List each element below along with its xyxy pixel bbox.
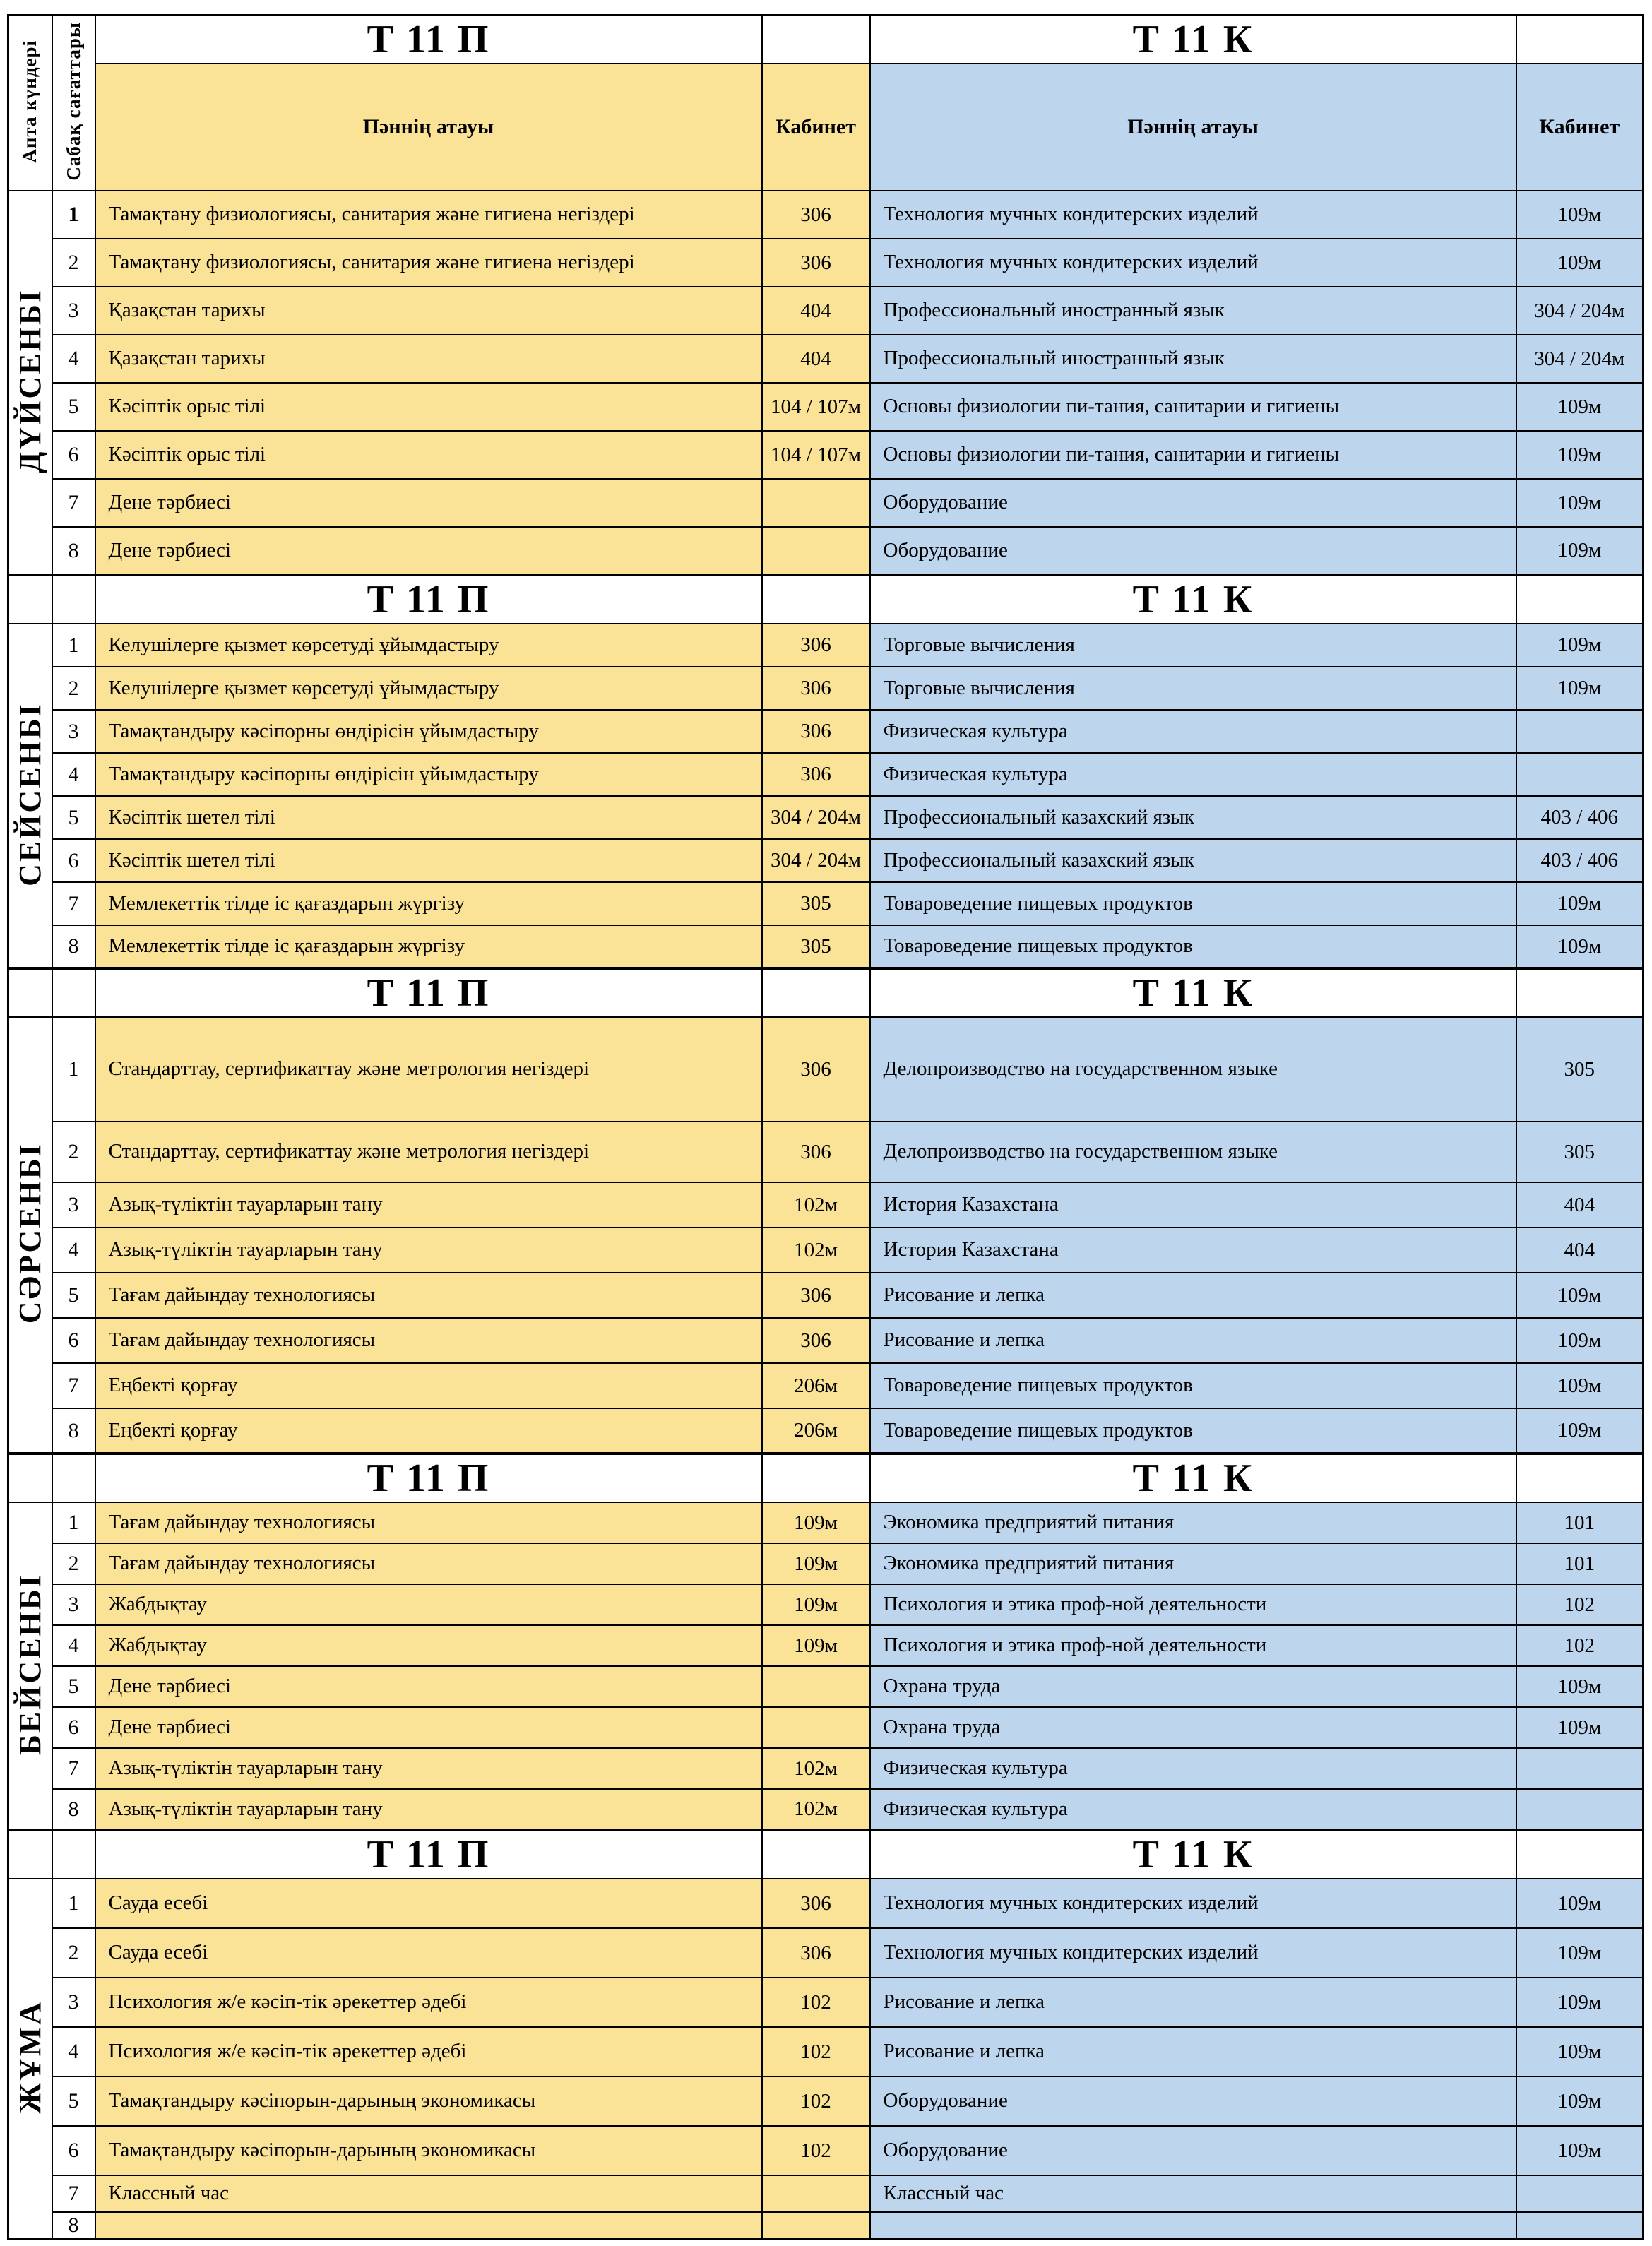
- empty-cell: [1516, 1830, 1644, 1879]
- subject-cell-k: [870, 2212, 1516, 2240]
- timetable: [7, 14, 1644, 2240]
- room-cell-p: 404: [762, 287, 870, 335]
- subject-cell-p: Дене тәрбиесі: [95, 1707, 762, 1748]
- room-cell-k: 109м: [1516, 479, 1644, 527]
- table-row: [8, 2175, 1644, 2212]
- table-row: [8, 667, 1644, 710]
- room-cell-p: 102: [762, 2076, 870, 2126]
- room-header-p: Кабинет: [762, 64, 870, 191]
- empty-cell: [762, 16, 870, 64]
- lesson-number: 6: [52, 1707, 95, 1748]
- top-group-header-row: [8, 16, 1644, 64]
- day-label-text: ДҮЙСЕНБІ: [13, 288, 48, 473]
- table-row: [8, 1017, 1644, 1122]
- lesson-number: 5: [52, 2076, 95, 2126]
- subject-cell-k: Торговые вычисления: [870, 624, 1516, 667]
- table-row: [8, 1228, 1644, 1273]
- lesson-number: 4: [52, 753, 95, 796]
- subject-cell-p: Сауда есебі: [95, 1879, 762, 1928]
- day-label-text: СЕЙСЕНБІ: [13, 701, 48, 886]
- room-cell-k: 404: [1516, 1228, 1644, 1273]
- room-cell-p: [762, 2212, 870, 2240]
- subject-cell-p: Мемлекеттік тілде іс қағаздарын жүргізу: [95, 925, 762, 968]
- lesson-number: 1: [52, 1879, 95, 1928]
- subject-cell-p: Тамақтану физиологиясы, санитария және гигиена негіздері: [95, 191, 762, 239]
- subject-cell-k: Товароведение пищевых продуктов: [870, 882, 1516, 925]
- room-cell-k: 109м: [1516, 1363, 1644, 1408]
- group-header-row: [8, 1454, 1644, 1502]
- subject-cell-k: Основы физиологии пи-тания, санитарии и гигиены: [870, 383, 1516, 431]
- table-row: [8, 753, 1644, 796]
- subject-header-p: Пәннің атауы: [95, 64, 762, 191]
- table-row: [8, 1408, 1644, 1454]
- subject-cell-k: Рисование и лепка: [870, 1273, 1516, 1318]
- room-cell-p: 109м: [762, 1625, 870, 1666]
- lesson-number: 8: [52, 925, 95, 968]
- room-cell-k: 109м: [1516, 1928, 1644, 1978]
- room-cell-p: 404: [762, 335, 870, 383]
- lesson-number: 6: [52, 431, 95, 479]
- subject-cell-k: Рисование и лепка: [870, 2027, 1516, 2076]
- subject-cell-p: Жабдықтау: [95, 1584, 762, 1625]
- subject-cell-k: Профессиональный казахский язык: [870, 796, 1516, 839]
- room-cell-p: 104 / 107м: [762, 383, 870, 431]
- table-row: [8, 335, 1644, 383]
- lesson-number: 7: [52, 1363, 95, 1408]
- subject-cell-p: Дене тәрбиесі: [95, 479, 762, 527]
- room-cell-p: 102м: [762, 1182, 870, 1228]
- table-row: [8, 839, 1644, 882]
- room-cell-k: 109м: [1516, 925, 1644, 968]
- room-cell-k: 109м: [1516, 239, 1644, 287]
- lesson-number: 8: [52, 527, 95, 575]
- lesson-number: 6: [52, 1318, 95, 1363]
- room-cell-k: 102: [1516, 1625, 1644, 1666]
- day-label-text: СӘРСЕНБІ: [13, 1142, 48, 1324]
- table-row: [8, 2027, 1644, 2076]
- room-cell-k: 109м: [1516, 1879, 1644, 1928]
- lesson-number: 5: [52, 383, 95, 431]
- lesson-number: 1: [52, 1502, 95, 1543]
- room-cell-p: 306: [762, 191, 870, 239]
- subject-cell-k: Товароведение пищевых продуктов: [870, 925, 1516, 968]
- empty-cell: [1516, 1454, 1644, 1502]
- subject-cell-p: Азық-түліктін тауарларын тану: [95, 1789, 762, 1830]
- subject-cell-p: Кәсіптік орыс тілі: [95, 431, 762, 479]
- lesson-number: 3: [52, 710, 95, 753]
- subject-cell-p: Еңбекті қорғау: [95, 1363, 762, 1408]
- table-row: [8, 239, 1644, 287]
- room-cell-k: 109м: [1516, 383, 1644, 431]
- timetable-body: [8, 191, 1644, 2240]
- room-cell-p: 305: [762, 925, 870, 968]
- lesson-number: 3: [52, 1182, 95, 1228]
- room-cell-p: 306: [762, 624, 870, 667]
- room-cell-p: 306: [762, 710, 870, 753]
- subject-cell-k: История Казахстана: [870, 1182, 1516, 1228]
- room-cell-p: 306: [762, 239, 870, 287]
- table-row: [8, 1625, 1644, 1666]
- subject-cell-k: Оборудование: [870, 479, 1516, 527]
- room-cell-k: 304 / 204м: [1516, 287, 1644, 335]
- room-cell-p: 306: [762, 753, 870, 796]
- room-cell-k: 109м: [1516, 2076, 1644, 2126]
- group-k-title: Т 11 К: [870, 16, 1516, 64]
- days-column-header: [8, 16, 52, 191]
- group-p-title: Т 11 П: [95, 1454, 762, 1502]
- lesson-number: 2: [52, 239, 95, 287]
- lesson-number: 4: [52, 2027, 95, 2076]
- hours-column-header: [52, 16, 95, 191]
- room-cell-p: 304 / 204м: [762, 796, 870, 839]
- room-cell-p: 102: [762, 1978, 870, 2027]
- room-cell-p: 306: [762, 1928, 870, 1978]
- table-row: [8, 1748, 1644, 1789]
- day-label-text: БЕЙСЕНБІ: [13, 1572, 48, 1756]
- lesson-number: 4: [52, 1625, 95, 1666]
- room-cell-k: [1516, 710, 1644, 753]
- subject-cell-k: Охрана труда: [870, 1707, 1516, 1748]
- subject-cell-p: Сауда есебі: [95, 1928, 762, 1978]
- subject-cell-k: Физическая культура: [870, 753, 1516, 796]
- subject-cell-p: Азық-түліктін тауарларын тану: [95, 1228, 762, 1273]
- empty-cell: [8, 1454, 52, 1502]
- group-k-title: Т 11 К: [870, 1830, 1516, 1879]
- group-p-title: Т 11 П: [95, 1830, 762, 1879]
- lesson-number: 2: [52, 1928, 95, 1978]
- table-row: [8, 1543, 1644, 1584]
- subject-cell-p: Кәсіптік шетел тілі: [95, 839, 762, 882]
- room-cell-p: 109м: [762, 1584, 870, 1625]
- subject-cell-k: Рисование и лепка: [870, 1318, 1516, 1363]
- subject-cell-p: Стандарттау, сертификаттау және метрология негіздері: [95, 1017, 762, 1122]
- table-row: [8, 882, 1644, 925]
- room-cell-p: [762, 2175, 870, 2212]
- room-cell-k: [1516, 2212, 1644, 2240]
- subject-cell-k: Профессиональный иностранный язык: [870, 287, 1516, 335]
- room-cell-p: 305: [762, 882, 870, 925]
- subject-cell-p: Тамақтандыру кәсіпорны өндірісін ұйымдастыру: [95, 753, 762, 796]
- room-cell-k: 109м: [1516, 1273, 1644, 1318]
- day-label-text: ЖҰМА: [13, 2000, 48, 2114]
- lesson-number: 7: [52, 882, 95, 925]
- lesson-number: 7: [52, 479, 95, 527]
- day-label: [8, 191, 52, 575]
- subject-cell-p: Кәсіптік шетел тілі: [95, 796, 762, 839]
- subject-cell-k: Экономика предприятий питания: [870, 1502, 1516, 1543]
- table-row: [8, 2212, 1644, 2240]
- room-cell-p: 109м: [762, 1543, 870, 1584]
- room-cell-p: 102: [762, 2027, 870, 2076]
- subject-cell-k: Экономика предприятий питания: [870, 1543, 1516, 1584]
- subject-cell-k: Физическая культура: [870, 710, 1516, 753]
- table-row: [8, 1273, 1644, 1318]
- table-row: [8, 1584, 1644, 1625]
- room-cell-k: [1516, 1789, 1644, 1830]
- subject-cell-p: Классный час: [95, 2175, 762, 2212]
- room-cell-p: [762, 1666, 870, 1707]
- room-cell-k: 305: [1516, 1017, 1644, 1122]
- table-row: [8, 1928, 1644, 1978]
- subject-cell-k: Делопроизводство на государственном языке: [870, 1017, 1516, 1122]
- table-row: [8, 1502, 1644, 1543]
- group-k-title: Т 11 К: [870, 1454, 1516, 1502]
- room-cell-p: 109м: [762, 1502, 870, 1543]
- room-cell-p: 102: [762, 2126, 870, 2175]
- subject-cell-p: Қазақстан тарихы: [95, 335, 762, 383]
- lesson-number: 4: [52, 1228, 95, 1273]
- room-cell-k: 109м: [1516, 1707, 1644, 1748]
- room-cell-k: 109м: [1516, 667, 1644, 710]
- table-row: [8, 287, 1644, 335]
- room-cell-k: 403 / 406: [1516, 796, 1644, 839]
- subject-cell-p: Тағам дайындау технологиясы: [95, 1543, 762, 1584]
- subject-cell-p: Еңбекті қорғау: [95, 1408, 762, 1454]
- table-row: [8, 383, 1644, 431]
- room-cell-k: 109м: [1516, 624, 1644, 667]
- subject-cell-p: Тамақтандыру кәсіпорны өндірісін ұйымдастыру: [95, 710, 762, 753]
- room-cell-p: 304 / 204м: [762, 839, 870, 882]
- lesson-number: 5: [52, 796, 95, 839]
- lesson-number: 7: [52, 1748, 95, 1789]
- subject-cell-k: Профессиональный иностранный язык: [870, 335, 1516, 383]
- empty-cell: [1516, 575, 1644, 624]
- subject-cell-p: Стандарттау, сертификаттау және метрология негіздері: [95, 1122, 762, 1182]
- table-row: [8, 1707, 1644, 1748]
- table-row: [8, 479, 1644, 527]
- room-cell-k: 404: [1516, 1182, 1644, 1228]
- lesson-number: 2: [52, 667, 95, 710]
- subject-cell-k: Товароведение пищевых продуктов: [870, 1363, 1516, 1408]
- subject-cell-p: Тамақтандыру кәсіпорын-дарының экономикасы: [95, 2126, 762, 2175]
- room-cell-k: 305: [1516, 1122, 1644, 1182]
- day-label: [8, 1017, 52, 1454]
- empty-cell: [1516, 968, 1644, 1017]
- table-row: [8, 1879, 1644, 1928]
- subject-header-k: Пәннің атауы: [870, 64, 1516, 191]
- subject-cell-k: Основы физиологии пи-тания, санитарии и гигиены: [870, 431, 1516, 479]
- subject-cell-k: Товароведение пищевых продуктов: [870, 1408, 1516, 1454]
- subject-cell-k: Физическая культура: [870, 1789, 1516, 1830]
- room-cell-k: 109м: [1516, 1978, 1644, 2027]
- subject-cell-k: Профессиональный казахский язык: [870, 839, 1516, 882]
- room-cell-k: [1516, 753, 1644, 796]
- group-p-title: Т 11 П: [95, 575, 762, 624]
- subject-cell-k: Технология мучных кондитерских изделий: [870, 239, 1516, 287]
- lesson-number: 3: [52, 1978, 95, 2027]
- group-k-title: Т 11 К: [870, 575, 1516, 624]
- room-cell-p: 102м: [762, 1789, 870, 1830]
- day-label: [8, 1502, 52, 1830]
- subject-cell-p: Келушілерге қызмет көрсетуді ұйымдастыру: [95, 624, 762, 667]
- subject-cell-p: Кәсіптік орыс тілі: [95, 383, 762, 431]
- lesson-number: 1: [52, 191, 95, 239]
- table-row: [8, 624, 1644, 667]
- subject-cell-k: Психология и этика проф-ной деятельности: [870, 1625, 1516, 1666]
- group-k-title: Т 11 К: [870, 968, 1516, 1017]
- lesson-number: 8: [52, 1789, 95, 1830]
- room-cell-k: 304 / 204м: [1516, 335, 1644, 383]
- room-cell-p: [762, 479, 870, 527]
- subject-cell-p: Тағам дайындау технологиясы: [95, 1502, 762, 1543]
- table-row: [8, 1978, 1644, 2027]
- room-cell-p: 206м: [762, 1363, 870, 1408]
- table-row: [8, 1182, 1644, 1228]
- lesson-number: 7: [52, 2175, 95, 2212]
- days-column-header-label: Апта күндері: [19, 40, 41, 163]
- room-cell-p: [762, 1707, 870, 1748]
- table-row: [8, 1318, 1644, 1363]
- room-cell-p: 102м: [762, 1748, 870, 1789]
- room-cell-k: 109м: [1516, 527, 1644, 575]
- lesson-number: 2: [52, 1122, 95, 1182]
- empty-cell: [8, 575, 52, 624]
- subject-cell-p: Келушілерге қызмет көрсетуді ұйымдастыру: [95, 667, 762, 710]
- column-header-row: [8, 64, 1644, 191]
- subject-cell-k: Торговые вычисления: [870, 667, 1516, 710]
- room-cell-k: 102: [1516, 1584, 1644, 1625]
- subject-cell-k: Рисование и лепка: [870, 1978, 1516, 2027]
- table-row: [8, 431, 1644, 479]
- table-row: [8, 1789, 1644, 1830]
- subject-cell-p: Дене тәрбиесі: [95, 527, 762, 575]
- subject-cell-k: Оборудование: [870, 527, 1516, 575]
- table-row: [8, 2126, 1644, 2175]
- subject-cell-p: Дене тәрбиесі: [95, 1666, 762, 1707]
- lesson-number: 5: [52, 1273, 95, 1318]
- room-cell-k: 109м: [1516, 1408, 1644, 1454]
- subject-cell-k: Технология мучных кондитерских изделий: [870, 1928, 1516, 1978]
- empty-cell: [1516, 16, 1644, 64]
- table-row: [8, 925, 1644, 968]
- room-cell-p: 306: [762, 1318, 870, 1363]
- table-row: [8, 191, 1644, 239]
- subject-cell-p: Мемлекеттік тілде іс қағаздарын жүргізу: [95, 882, 762, 925]
- subject-cell-p: Жабдықтау: [95, 1625, 762, 1666]
- table-row: [8, 1122, 1644, 1182]
- subject-cell-k: Технология мучных кондитерских изделий: [870, 1879, 1516, 1928]
- group-p-title: Т 11 П: [95, 968, 762, 1017]
- subject-cell-p: Тамақтандыру кәсіпорын-дарының экономикасы: [95, 2076, 762, 2126]
- lesson-number: 5: [52, 1666, 95, 1707]
- subject-cell-p: Қазақстан тарихы: [95, 287, 762, 335]
- subject-cell-k: Классный час: [870, 2175, 1516, 2212]
- group-header-row: [8, 1830, 1644, 1879]
- room-cell-p: 306: [762, 667, 870, 710]
- subject-cell-p: Психология ж/е кәсіп-тік әрекеттер әдебі: [95, 2027, 762, 2076]
- empty-cell: [52, 1830, 95, 1879]
- room-cell-k: 109м: [1516, 1666, 1644, 1707]
- table-row: [8, 2076, 1644, 2126]
- room-cell-k: [1516, 2175, 1644, 2212]
- room-cell-k: [1516, 1748, 1644, 1789]
- table-row: [8, 796, 1644, 839]
- lesson-number: 2: [52, 1543, 95, 1584]
- room-header-k: Кабинет: [1516, 64, 1644, 191]
- empty-cell: [762, 968, 870, 1017]
- table-row: [8, 1363, 1644, 1408]
- table-row: [8, 710, 1644, 753]
- room-cell-p: 306: [762, 1879, 870, 1928]
- subject-cell-p: Азық-түліктін тауарларын тану: [95, 1748, 762, 1789]
- room-cell-p: [762, 527, 870, 575]
- lesson-number: 3: [52, 1584, 95, 1625]
- lesson-number: 6: [52, 839, 95, 882]
- subject-cell-k: История Казахстана: [870, 1228, 1516, 1273]
- room-cell-p: 102м: [762, 1228, 870, 1273]
- subject-cell-k: Оборудование: [870, 2076, 1516, 2126]
- table-row: [8, 527, 1644, 575]
- room-cell-k: 101: [1516, 1502, 1644, 1543]
- room-cell-p: 306: [762, 1017, 870, 1122]
- hours-column-header-label: Сабақ сағаттары: [62, 22, 84, 181]
- day-label: [8, 1879, 52, 2240]
- empty-cell: [762, 1830, 870, 1879]
- lesson-number: 1: [52, 1017, 95, 1122]
- lesson-number: 1: [52, 624, 95, 667]
- subject-cell-p: Психология ж/е кәсіп-тік әрекеттер әдебі: [95, 1978, 762, 2027]
- empty-cell: [8, 968, 52, 1017]
- subject-cell-p: Азық-түліктін тауарларын тану: [95, 1182, 762, 1228]
- lesson-number: 8: [52, 2212, 95, 2240]
- empty-cell: [52, 1454, 95, 1502]
- room-cell-k: 109м: [1516, 2027, 1644, 2076]
- room-cell-p: 206м: [762, 1408, 870, 1454]
- empty-cell: [762, 1454, 870, 1502]
- lesson-number: 8: [52, 1408, 95, 1454]
- room-cell-p: 104 / 107м: [762, 431, 870, 479]
- subject-cell-p: [95, 2212, 762, 2240]
- room-cell-k: 109м: [1516, 431, 1644, 479]
- subject-cell-k: Оборудование: [870, 2126, 1516, 2175]
- subject-cell-p: Тағам дайындау технологиясы: [95, 1273, 762, 1318]
- table-row: [8, 1666, 1644, 1707]
- lesson-number: 6: [52, 2126, 95, 2175]
- room-cell-k: 109м: [1516, 2126, 1644, 2175]
- empty-cell: [762, 575, 870, 624]
- room-cell-k: 403 / 406: [1516, 839, 1644, 882]
- room-cell-p: 306: [762, 1122, 870, 1182]
- room-cell-p: 306: [762, 1273, 870, 1318]
- group-header-row: [8, 968, 1644, 1017]
- subject-cell-p: Тағам дайындау технологиясы: [95, 1318, 762, 1363]
- subject-cell-k: Психология и этика проф-ной деятельности: [870, 1584, 1516, 1625]
- room-cell-k: 101: [1516, 1543, 1644, 1584]
- subject-cell-p: Тамақтану физиологиясы, санитария және гигиена негіздері: [95, 239, 762, 287]
- lesson-number: 4: [52, 335, 95, 383]
- subject-cell-k: Делопроизводство на государственном языке: [870, 1122, 1516, 1182]
- group-p-title: Т 11 П: [95, 16, 762, 64]
- empty-cell: [52, 575, 95, 624]
- room-cell-k: 109м: [1516, 191, 1644, 239]
- lesson-number: 3: [52, 287, 95, 335]
- group-header-row: [8, 575, 1644, 624]
- subject-cell-k: Технология мучных кондитерских изделий: [870, 191, 1516, 239]
- subject-cell-k: Физическая культура: [870, 1748, 1516, 1789]
- subject-cell-k: Охрана труда: [870, 1666, 1516, 1707]
- room-cell-k: 109м: [1516, 1318, 1644, 1363]
- room-cell-k: 109м: [1516, 882, 1644, 925]
- day-label: [8, 624, 52, 968]
- empty-cell: [52, 968, 95, 1017]
- empty-cell: [8, 1830, 52, 1879]
